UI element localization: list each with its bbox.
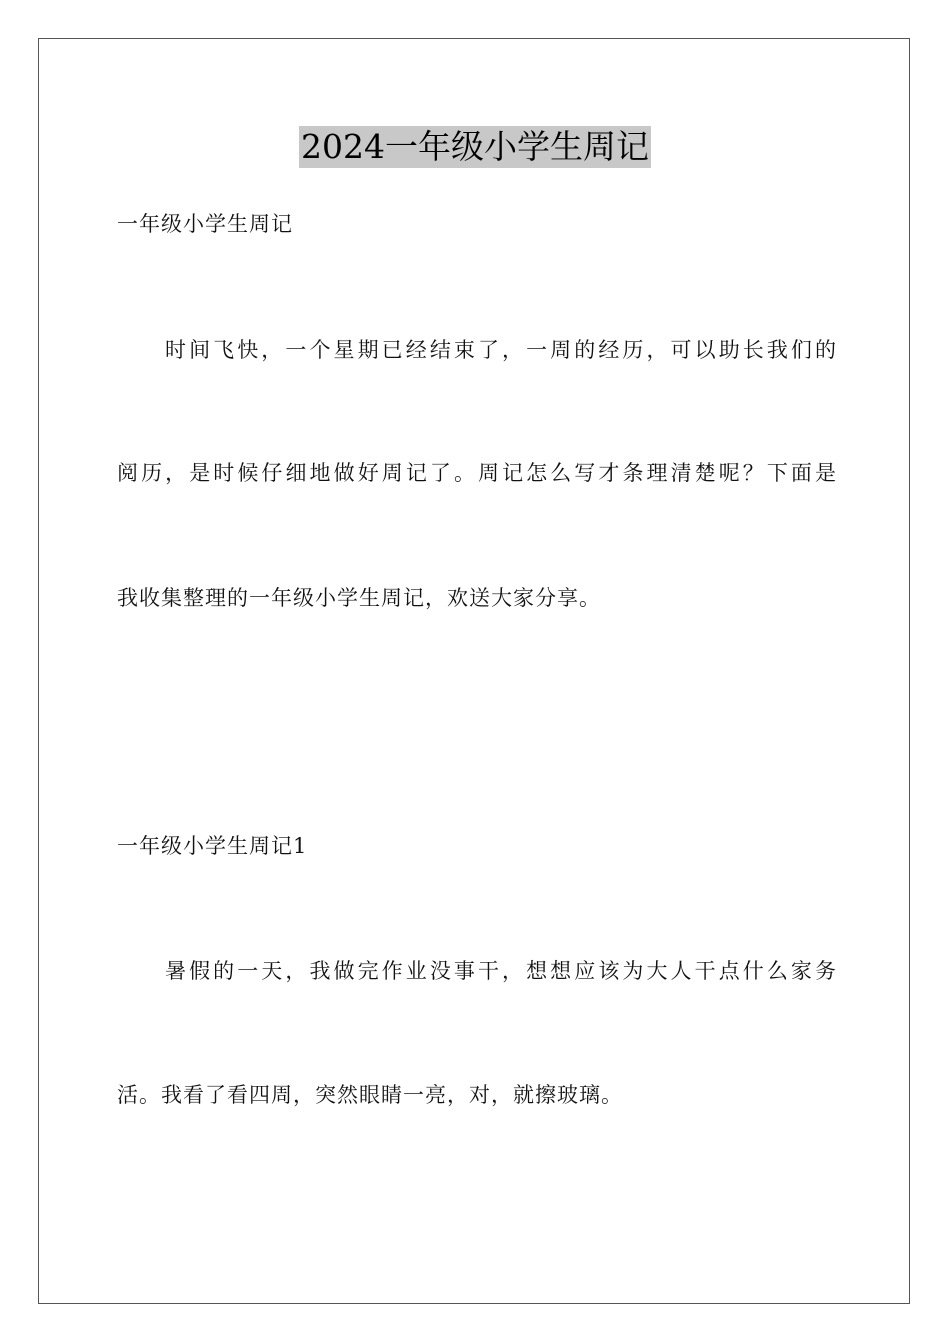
section-heading: 一年级小学生周记1: [117, 834, 308, 858]
document-title: 2024一年级小学生周记: [301, 127, 649, 166]
section-line-1: 暑假的一天，我做完作业没事干，想想应该为大人干点什么家务: [165, 959, 837, 983]
intro-line-3: 我收集整理的一年级小学生周记，欢送大家分享。: [117, 586, 601, 610]
section-line-2: 活。我看了看四周，突然眼睛一亮，对，就擦玻璃。: [117, 1083, 623, 1107]
intro-line-1: 时间飞快，一个星期已经结束了，一周的经历，可以助长我们的: [165, 338, 837, 362]
intro-line-2: 阅历，是时候仔细地做好周记了。周记怎么写才条理清楚呢？下面是: [117, 461, 837, 485]
subtitle: 一年级小学生周记: [117, 212, 293, 236]
title-container: [0, 126, 950, 168]
